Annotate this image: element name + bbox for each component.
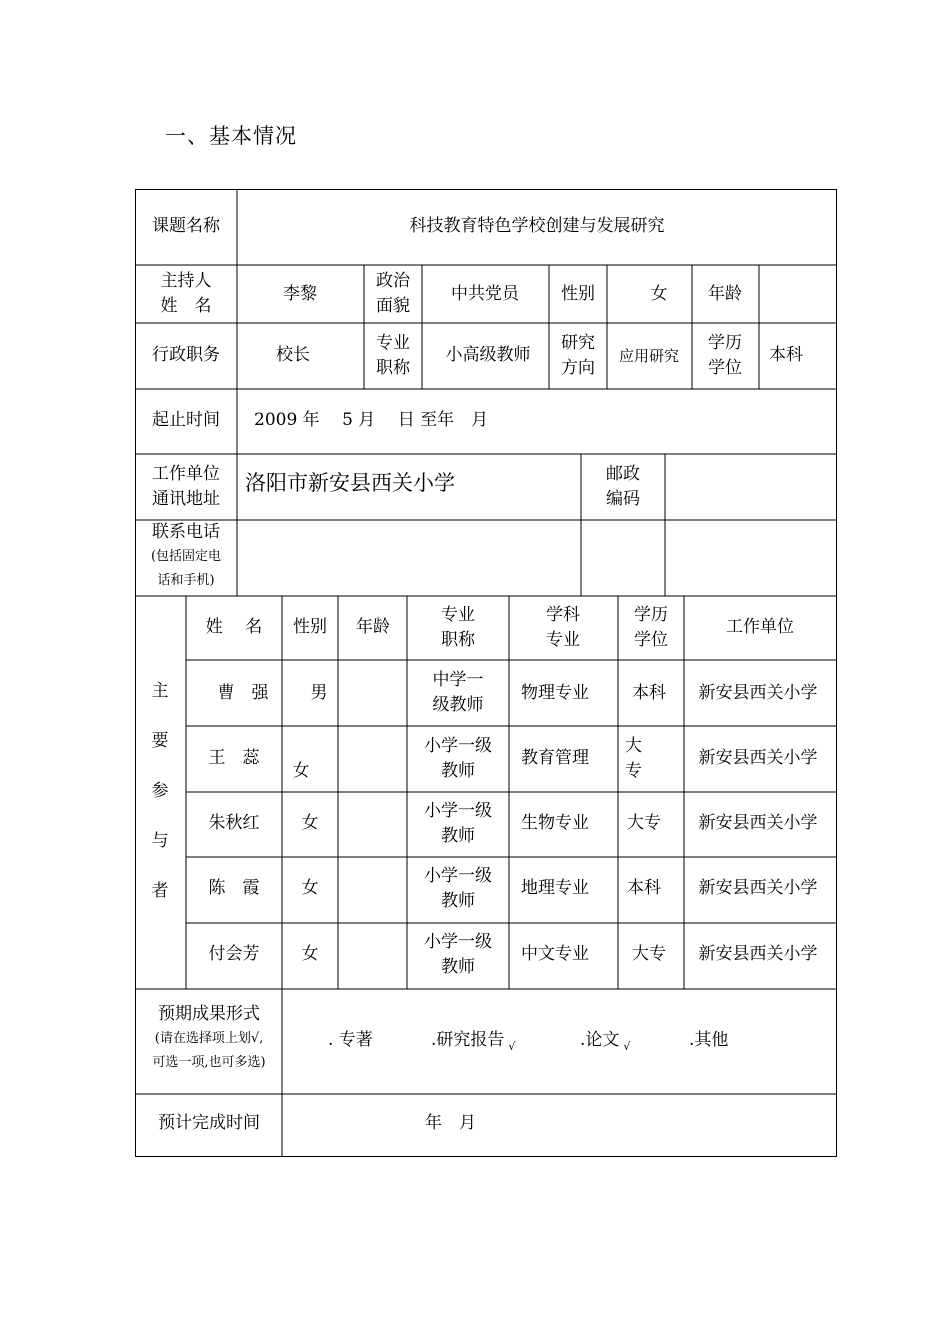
col-header-title: 专业 职称: [441, 605, 475, 650]
work-unit-label: 工作单位 通讯地址: [152, 464, 220, 509]
participants-side-label: 主 要 参 与 者: [151, 681, 169, 901]
outcome-label: 预期成果形式 (请在选择项上划√, 可选一项,也可多选): [152, 1004, 266, 1070]
participant-name: 王 蕊: [208, 748, 260, 768]
section-title: 一、基本情况: [165, 124, 297, 148]
period-label: 起止时间: [152, 410, 220, 430]
host-name-value: 李黎: [283, 284, 317, 304]
participant-unit: 新安县西关小学: [698, 813, 818, 833]
participant-title: 小学一级 教师: [424, 932, 492, 977]
politics-value: 中共党员: [451, 284, 519, 304]
host-label: 主持人 姓 名: [160, 271, 212, 316]
outcome-option-other: .其他: [689, 1030, 729, 1050]
admin-position-label: 行政职务: [152, 345, 220, 365]
participant-title: 小学一级 教师: [424, 801, 492, 846]
participant-degree: 大 专: [625, 736, 642, 781]
topic-name-value: 科技教育特色学校创建与发展研究: [409, 216, 665, 236]
participant-subject: 教育管理: [521, 748, 589, 768]
participant-name: 朱秋红: [208, 813, 260, 833]
research-direction-label: 研究 方向: [561, 333, 595, 378]
participant-title: 小学一级 教师: [424, 736, 492, 781]
professional-title-label: 专业 职称: [376, 333, 410, 378]
degree-label: 学历 学位: [708, 333, 742, 378]
completion-time-value: 年 月: [425, 1113, 476, 1133]
politics-label: 政治 面貌: [376, 271, 410, 316]
participant-unit: 新安县西关小学: [698, 878, 818, 898]
check-mark-icon: √: [623, 1040, 631, 1053]
participant-gender: 女: [301, 878, 319, 898]
participant-unit: 新安县西关小学: [698, 748, 818, 768]
participant-name: 付会芳: [208, 944, 260, 964]
basic-info-form: [135, 189, 837, 1157]
participant-name: 曹 强: [217, 683, 269, 703]
col-header-unit: 工作单位: [726, 617, 794, 637]
degree-value: 本科: [769, 345, 803, 365]
period-value: 2009 年 5 月 日 至年 月: [254, 410, 489, 430]
outcome-option-monograph: . 专著: [328, 1030, 373, 1050]
participant-subject: 生物专业: [521, 813, 589, 833]
participant-unit: 新安县西关小学: [698, 944, 818, 964]
gender-value: 女: [650, 284, 668, 304]
col-header-degree: 学历 学位: [634, 605, 668, 650]
participant-gender: 女: [292, 761, 310, 781]
work-unit-value: 洛阳市新安县西关小学: [245, 471, 455, 495]
col-header-name: 姓 名: [205, 617, 263, 637]
outcome-option-paper: .论文 $_√$: [580, 1030, 631, 1053]
participant-degree: 本科: [632, 683, 666, 703]
gender-label: 性别: [561, 284, 595, 304]
participant-gender: 男: [310, 683, 328, 703]
participant-subject: 物理专业: [521, 683, 589, 703]
check-mark-icon: √: [508, 1040, 516, 1053]
topic-name-label: 课题名称: [152, 216, 220, 236]
age-label: 年龄: [708, 284, 742, 304]
admin-position-value: 校长: [276, 345, 310, 365]
participant-name: 陈 霞: [208, 878, 260, 898]
participant-degree: 本科: [627, 878, 661, 898]
phone-label: 联系电话 (包括固定电 话和手机): [150, 522, 222, 588]
participant-unit: 新安县西关小学: [698, 683, 818, 703]
col-header-gender: 性别: [293, 617, 327, 637]
participant-title: 中学一 级教师: [432, 670, 484, 715]
participant-gender: 女: [301, 813, 319, 833]
outcome-option-report: .研究报告 $_√$: [431, 1030, 516, 1053]
participant-subject: 中文专业: [521, 944, 589, 964]
research-direction-value: 应用研究: [618, 347, 680, 365]
col-header-age: 年龄: [356, 617, 390, 637]
participant-degree: 大专: [627, 813, 661, 833]
col-header-subject: 学科 专业: [546, 605, 580, 650]
participant-gender: 女: [301, 944, 319, 964]
participant-title: 小学一级 教师: [424, 866, 492, 911]
participant-degree: 大专: [632, 944, 666, 964]
postcode-label: 邮政 编码: [606, 464, 640, 509]
professional-title-value: 小高级教师: [445, 345, 531, 365]
participant-subject: 地理专业: [521, 878, 589, 898]
completion-time-label: 预计完成时间: [158, 1113, 260, 1133]
